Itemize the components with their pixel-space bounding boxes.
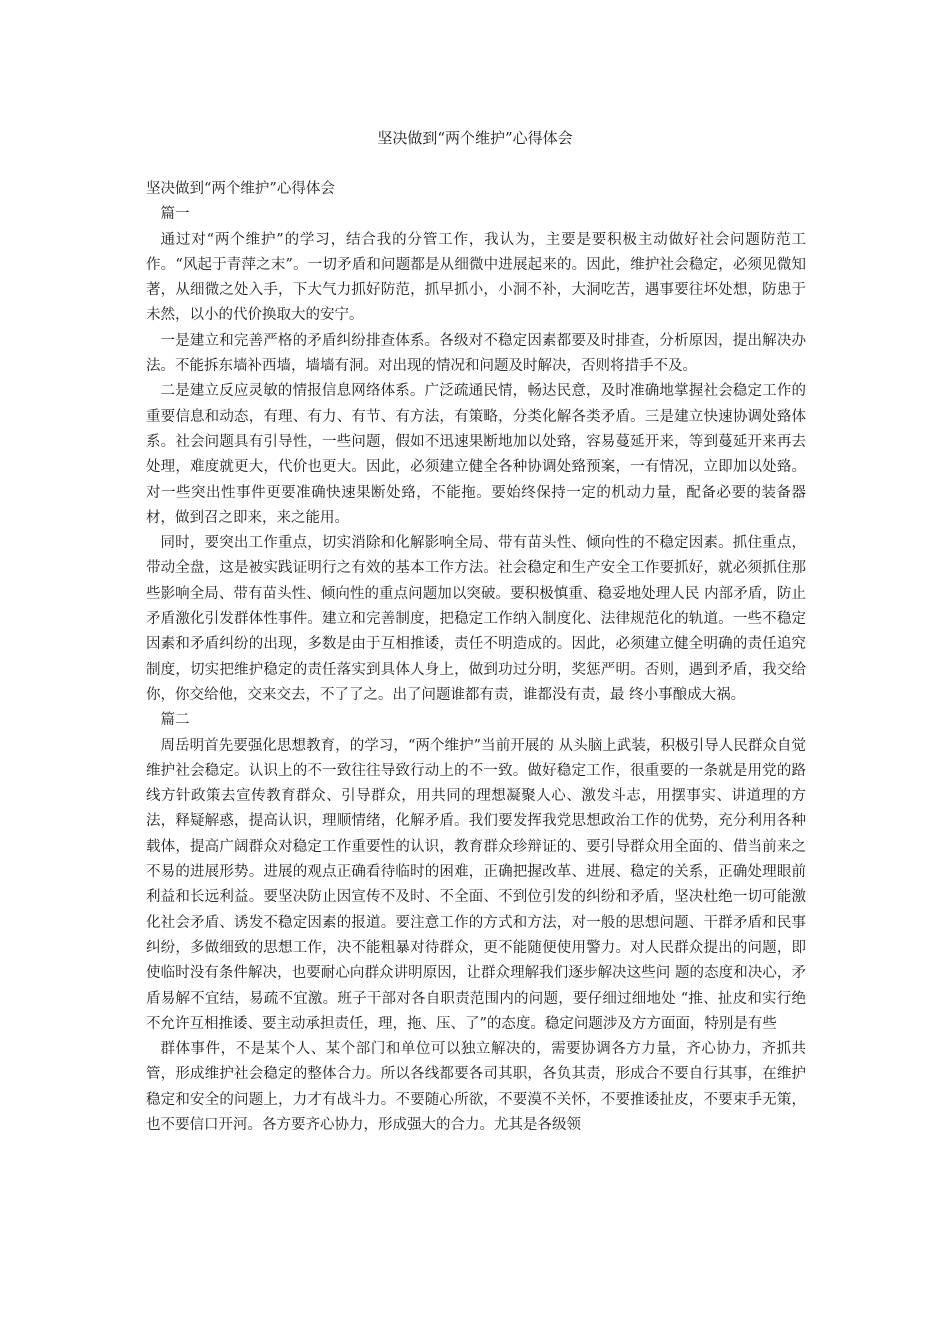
section-heading-2: 篇二 (160, 712, 190, 729)
paragraph: 群体事件，不是某个人、某个部门和单位可以独立解决的，需要协调各方力量，齐心协力，齐抓共管，形成维护社会稳定的整体合力。所以各线都要各司其职，各负其责，形成合不要自行其事，在维护稳定和安全的问题上，力才有战斗力。不要随心所欲，不要漠不关怀，不要推诿扯皮，不要束手无策，也不要信口开河。各方要齐心协力，形成强大的合力。尤其是各级领 (146, 1041, 806, 1133)
paragraph: 二是建立反应灵敏的情报信息网络体系。广泛疏通民情，畅达民意，及时准确地掌握社会稳定工作的重要信息和动态，有理、有力、有节、有方法，有策略，分类化解各类矛盾。三是建立快速协调处臵体系。社会问题具有引导性，一些问题，假如不迅速果断地加以处臵，容易蔓延开来，等到蔓延开来再去处理，难度就更大，代价也更大。因此，必须建立健全各种协调处臵预案，一有情况，立即加以处臵。对一些突出性事件更要准确快速果断处臵，不能拖。要始终保持一定的机动力量，配备必要的装备器材，做到召之即来，来之能用。 (146, 383, 806, 526)
paragraph: 通过对“两个维护”的学习，结合我的分管工作，我认为，主要是要积极主动做好社会问题防范工作。“风起于青萍之末”。一切矛盾和问题都是从细微中进展起来的。因此，维护社会稳定，必须见微知著，从细微之处入手，下大气力抓好防范，抓早抓小，小洞不补，大洞吃苦，遇事要往坏处想，防患于未然，以小的代价换取大的安宁。 (146, 231, 806, 324)
page-title: 坚决做到“两个维护”心得体会 (377, 129, 573, 147)
paragraph: 一是建立和完善严格的矛盾纠纷排查体系。各级对不稳定因素都要及时排查，分析原因，提出解决办法。不能拆东墙补西墙，墙墙有洞。对出现的情况和问题及时解决，否则将措手不及。 (146, 332, 806, 375)
document-body (146, 177, 806, 1138)
paragraph: 同时，要突出工作重点，切实消除和化解影响全局、带有苗头性、倾向性的不稳定因素。抓住重点，带动全盘，这是被实践证明行之有效的基本工作方法。社会稳定和生产安全工作要抓好，就必须抓住那些影响全局、带有苗头性、倾向性的重点问题加以突破。要积极慎重、稳妥地处理人民 内部矛盾，防止矛盾激化引发群体性事件。建立和完善制度，把稳定工作纳入制度化、法律规范化的轨道。一些不稳定因素和矛盾纠纷的出现，多数是由于互相推诿，责任不明造成的。因此，必须建立健全明确的责任追究制度，切实把维护稳定的责任落实到具体人身上，做到功过分明，奖惩严明。否则，遇到矛盾，我交给你，你交给他，交来交去，不了了之。出了问题谁都有责，谁都没有责，最 终小事酿成大祸。 (146, 535, 806, 703)
subtitle: 坚决做到“两个维护”心得体会 (146, 181, 335, 197)
paragraph: 周岳明首先要强化思想教育，的学习，“两个维护”当前开展的 从头脑上武装，积极引导人民群众自觉维护社会稳定。认识上的不一致往往导致行动上的不一致。做好稳定工作，很重要的一条就是用党的路线方针政策去宣传教育群众、引导群众，用共同的理想凝聚人心、激发斗志，用摆事实、讲道理的方法，释疑解惑，提高认识，理顺情绪，化解矛盾。我们要发挥我党思想政治工作的优势，充分利用各种载体，提高广阔群众对稳定工作重要性的认识，教育群众珍辩证的、要引导群众用全面的、借当前来之不易的进展形势。进展的观点正确看待临时的困难，正确把握改革、进展、稳定的关系，正确处理眼前利益和长远利益。要坚决防止因宣传不及时、不全面、不到位引发的纠纷和矛盾，坚决杜绝一切可能激化社会矛盾、诱发不稳定因素的报道。要注意工作的方式和方法，对一般的思想问题、干群矛盾和民事纠纷，多做细致的思想工作，决不能粗暴对待群众，更不能随便使用警力。对人民群众提出的问题，即使临时没有条件解决，也要耐心向群众讲明原因，让群众理解我们逐步解决这些问 题的态度和决心，矛盾易解不宜结，易疏不宜激。班子干部对各自职责范围内的问题，要仔细过细地处 “推、扯皮和实行绝不允许互相推诿、要主动承担责任，理，拖、压、了”的态度。稳定问题涉及方方面面，特别是有些 (146, 737, 806, 1032)
section-heading-1: 篇一 (160, 206, 190, 223)
